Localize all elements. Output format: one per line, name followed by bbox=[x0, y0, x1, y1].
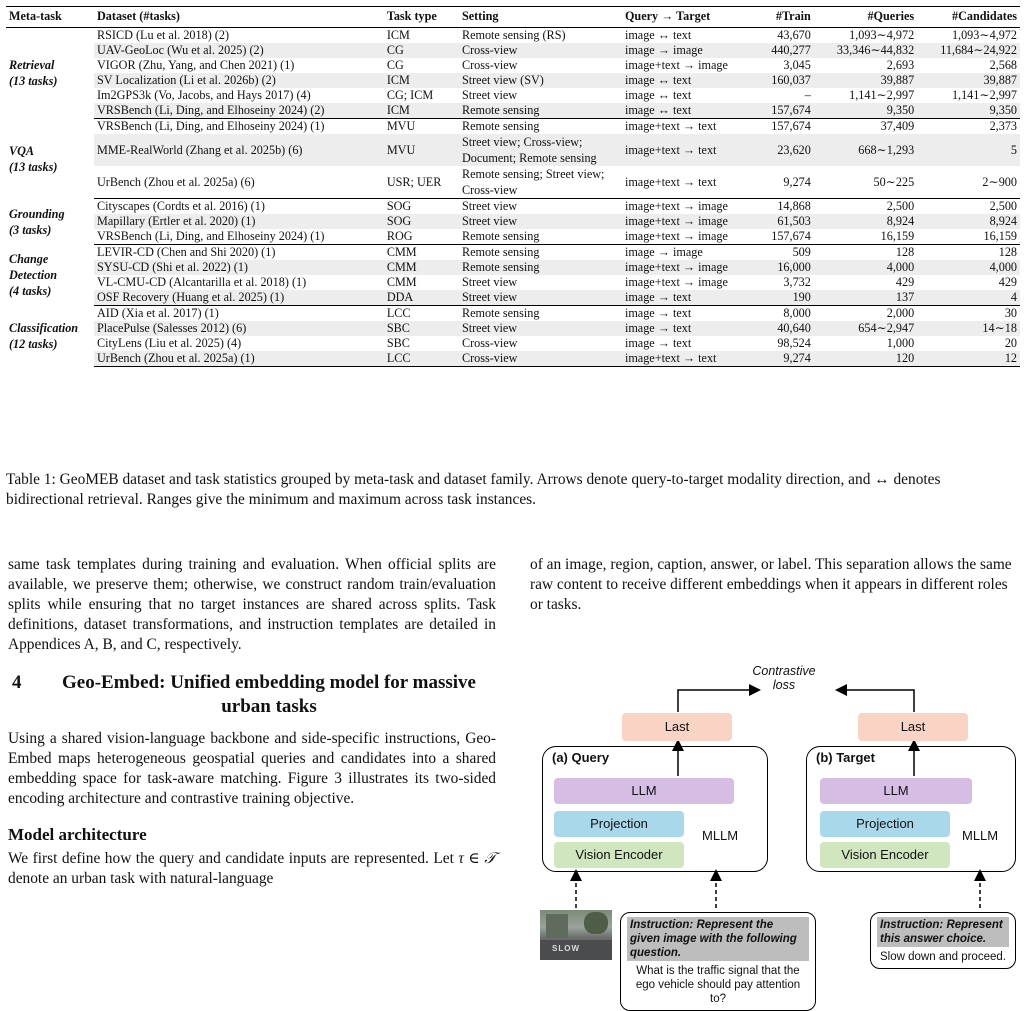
meta-task-cell bbox=[6, 119, 94, 199]
query-target-cell: image+text → text bbox=[622, 351, 757, 367]
candidates-cell: 20 bbox=[917, 336, 1020, 351]
meta-task-count: (13 tasks) bbox=[9, 74, 58, 89]
query-target-cell: image → image bbox=[622, 43, 757, 58]
train-cell: 14,868 bbox=[757, 199, 814, 215]
train-cell: 157,674 bbox=[757, 229, 814, 245]
table-row bbox=[6, 336, 1020, 351]
train-cell: 3,045 bbox=[757, 58, 814, 73]
meta-task-name: Grounding bbox=[9, 206, 65, 221]
query-target-cell: image ↔ text bbox=[622, 28, 757, 44]
queries-cell: 429 bbox=[814, 275, 917, 290]
train-cell: 157,674 bbox=[757, 103, 814, 119]
meta-task-name: VQA bbox=[9, 143, 35, 158]
query-target-cell: image ↔ text bbox=[622, 103, 757, 119]
table-row bbox=[6, 43, 1020, 58]
task-type-cell: ICM bbox=[384, 73, 459, 88]
setting-cell: Street view bbox=[459, 214, 622, 229]
section-heading bbox=[8, 671, 496, 719]
candidates-cell: 1,093∼4,972 bbox=[917, 28, 1020, 44]
query-target-cell: image ↔ text bbox=[622, 88, 757, 103]
dataset-cell: Im2GPS3k (Vo, Jacobs, and Hays 2017) (4) bbox=[94, 88, 384, 103]
candidates-cell: 16,159 bbox=[917, 229, 1020, 245]
table-row bbox=[6, 245, 1020, 261]
train-cell: 9,274 bbox=[757, 351, 814, 367]
meta-task-cell bbox=[6, 306, 94, 367]
dataset-cell: VRSBench (Li, Ding, and Elhoseiny 2024) (1) bbox=[94, 119, 384, 135]
setting-cell: Remote sensing bbox=[459, 119, 622, 135]
table-row bbox=[6, 229, 1020, 245]
query-box-label: (a) Query bbox=[552, 750, 610, 765]
query-instruction-text: Instruction: Represent the given image with the following question. bbox=[627, 917, 809, 961]
query-mllm-label: MLLM bbox=[702, 828, 739, 843]
task-type-cell: SOG bbox=[384, 199, 459, 215]
queries-cell: 9,350 bbox=[814, 103, 917, 119]
queries-cell: 33,346∼44,832 bbox=[814, 43, 917, 58]
dataset-cell: AID (Xia et al. 2017) (1) bbox=[94, 306, 384, 322]
query-target-cell: image+text → image bbox=[622, 199, 757, 215]
header-query-target: Query → Target bbox=[622, 7, 757, 28]
candidates-cell: 30 bbox=[917, 306, 1020, 322]
table-row bbox=[6, 119, 1020, 135]
candidates-cell: 2∼900 bbox=[917, 166, 1020, 199]
train-cell: 3,732 bbox=[757, 275, 814, 290]
query-target-cell: image → text bbox=[622, 321, 757, 336]
table-row bbox=[6, 214, 1020, 229]
target-last-block: Last bbox=[858, 713, 968, 741]
target-llm-block: LLM bbox=[820, 778, 972, 804]
query-target-cell: image → text bbox=[622, 306, 757, 322]
table-row bbox=[6, 134, 1020, 166]
target-instruction-text: Instruction: Represent this answer choice. bbox=[877, 917, 1009, 947]
statistics-table bbox=[6, 6, 1020, 367]
setting-cell: Street view bbox=[459, 275, 622, 290]
target-loss-arrow bbox=[838, 690, 914, 712]
query-projection-block: Projection bbox=[554, 811, 684, 837]
candidates-cell: 39,887 bbox=[917, 73, 1020, 88]
task-type-cell: ICM bbox=[384, 28, 459, 44]
header-meta-task: Meta-task bbox=[6, 7, 94, 28]
target-projection-block: Projection bbox=[820, 811, 950, 837]
train-cell: 190 bbox=[757, 290, 814, 306]
image-building bbox=[546, 914, 568, 938]
setting-cell: Remote sensing bbox=[459, 229, 622, 245]
query-target-cell: image+text → image bbox=[622, 58, 757, 73]
candidates-cell: 9,350 bbox=[917, 103, 1020, 119]
meta-task-cell bbox=[6, 245, 94, 306]
target-box-label: (b) Target bbox=[816, 750, 875, 765]
train-cell: 98,524 bbox=[757, 336, 814, 351]
query-last-block: Last bbox=[622, 713, 732, 741]
meta-task-cell bbox=[6, 199, 94, 245]
train-cell: 9,274 bbox=[757, 166, 814, 199]
task-type-cell: CG bbox=[384, 43, 459, 58]
road-marking-text: SLOW bbox=[552, 944, 580, 953]
table-row bbox=[6, 260, 1020, 275]
query-llm-block: LLM bbox=[554, 778, 734, 804]
candidates-cell: 4 bbox=[917, 290, 1020, 306]
target-mllm-label: MLLM bbox=[962, 828, 999, 843]
dataset-cell: PlacePulse (Salesses 2012) (6) bbox=[94, 321, 384, 336]
target-instruction-box bbox=[870, 912, 1016, 969]
text-run: denote an urban task with natural-language bbox=[8, 870, 274, 887]
candidates-cell: 11,684∼24,922 bbox=[917, 43, 1020, 58]
setting-cell: Street view; Cross-view; Document; Remote sensing bbox=[459, 134, 622, 166]
queries-cell: 50∼225 bbox=[814, 166, 917, 199]
candidates-cell: 2,500 bbox=[917, 199, 1020, 215]
header-queries: #Queries bbox=[814, 7, 917, 28]
table-row bbox=[6, 58, 1020, 73]
queries-cell: 1,000 bbox=[814, 336, 917, 351]
query-question-text: What is the traffic signal that the ego vehicle should pay attention to? bbox=[635, 965, 801, 1005]
setting-cell: Remote sensing bbox=[459, 306, 622, 322]
text-run: We first define how the query and candidate inputs are represented. Let bbox=[8, 850, 459, 867]
task-type-cell: CMM bbox=[384, 245, 459, 261]
table-row bbox=[6, 321, 1020, 336]
train-cell: 157,674 bbox=[757, 119, 814, 135]
body-paragraph: same task templates during training and evaluation. When official splits are available, we preserve them; otherwise, we construct random train/evaluation splits while ensuring that no target instances are shared across splits. Task definitions, dataset transformations, and instruction templates are detailed in Appendices A, B, and C, respectively. bbox=[8, 556, 496, 653]
queries-cell: 1,141∼2,997 bbox=[814, 88, 917, 103]
candidates-cell: 5 bbox=[917, 134, 1020, 166]
setting-cell: Remote sensing bbox=[459, 245, 622, 261]
meta-task-count: (13 tasks) bbox=[9, 159, 58, 174]
candidates-cell: 2,373 bbox=[917, 119, 1020, 135]
setting-cell: Cross-view bbox=[459, 58, 622, 73]
query-vision-encoder-block: Vision Encoder bbox=[554, 842, 684, 868]
dataset-cell: UrBench (Zhou et al. 2025a) (1) bbox=[94, 351, 384, 367]
header-train: #Train bbox=[757, 7, 814, 28]
queries-cell: 8,924 bbox=[814, 214, 917, 229]
train-cell: 23,620 bbox=[757, 134, 814, 166]
section-number: 4 bbox=[12, 672, 22, 693]
candidates-cell: 429 bbox=[917, 275, 1020, 290]
query-target-cell: image+text → image bbox=[622, 214, 757, 229]
task-type-cell: LCC bbox=[384, 351, 459, 367]
candidates-cell: 4,000 bbox=[917, 260, 1020, 275]
queries-cell: 120 bbox=[814, 351, 917, 367]
setting-cell: Street view (SV) bbox=[459, 73, 622, 88]
query-target-cell: image+text → text bbox=[622, 119, 757, 135]
dataset-cell: Cityscapes (Cordts et al. 2016) (1) bbox=[94, 199, 384, 215]
task-type-cell: CG; ICM bbox=[384, 88, 459, 103]
subsection-heading: Model architecture bbox=[8, 825, 147, 844]
table-row bbox=[6, 166, 1020, 199]
dataset-cell: OSF Recovery (Huang et al. 2025) (1) bbox=[94, 290, 384, 306]
contrastive-loss-label: Contrastive loss bbox=[752, 664, 816, 692]
train-cell: 160,037 bbox=[757, 73, 814, 88]
setting-cell: Street view bbox=[459, 290, 622, 306]
dataset-cell: VL-CMU-CD (Alcantarilla et al. 2018) (1) bbox=[94, 275, 384, 290]
setting-cell: Street view bbox=[459, 321, 622, 336]
query-target-cell: image → text bbox=[622, 336, 757, 351]
body-paragraph: of an image, region, caption, answer, or label. This separation allows the same raw content to receive different embeddings when it appears in different roles or tasks. bbox=[530, 556, 1012, 613]
header-candidates: #Candidates bbox=[917, 7, 1020, 28]
queries-cell: 668∼1,293 bbox=[814, 134, 917, 166]
queries-cell: 2,000 bbox=[814, 306, 917, 322]
query-target-cell: image+text → text bbox=[622, 166, 757, 199]
table-row bbox=[6, 290, 1020, 306]
task-type-cell: CMM bbox=[384, 260, 459, 275]
query-target-cell: image+text → image bbox=[622, 275, 757, 290]
queries-cell: 16,159 bbox=[814, 229, 917, 245]
train-cell: 43,670 bbox=[757, 28, 814, 44]
table-header-row bbox=[6, 7, 1020, 28]
target-answer-text: Slow down and proceed. bbox=[880, 951, 1006, 963]
task-type-cell: CG bbox=[384, 58, 459, 73]
dataset-cell: VRSBench (Li, Ding, and Elhoseiny 2024) (1) bbox=[94, 229, 384, 245]
image-tree bbox=[584, 912, 608, 934]
train-cell: 61,503 bbox=[757, 214, 814, 229]
task-type-cell: SOG bbox=[384, 214, 459, 229]
query-target-cell: image ↔ text bbox=[622, 73, 757, 88]
queries-cell: 39,887 bbox=[814, 73, 917, 88]
setting-cell: Cross-view bbox=[459, 43, 622, 58]
setting-cell: Cross-view bbox=[459, 336, 622, 351]
table-row bbox=[6, 275, 1020, 290]
meta-task-count: (12 tasks) bbox=[9, 337, 58, 351]
query-target-cell: image → text bbox=[622, 290, 757, 306]
header-dataset: Dataset (#tasks) bbox=[94, 7, 384, 28]
table-row bbox=[6, 306, 1020, 322]
table-row bbox=[6, 199, 1020, 215]
task-type-cell: MVU bbox=[384, 119, 459, 135]
architecture-figure bbox=[530, 618, 1020, 1005]
table-group bbox=[6, 306, 1020, 367]
candidates-cell: 1,141∼2,997 bbox=[917, 88, 1020, 103]
street-view-image bbox=[540, 910, 612, 960]
candidates-cell: 128 bbox=[917, 245, 1020, 261]
right-column bbox=[530, 555, 1018, 615]
candidates-cell: 8,924 bbox=[917, 214, 1020, 229]
queries-cell: 2,500 bbox=[814, 199, 917, 215]
train-cell: 8,000 bbox=[757, 306, 814, 322]
task-type-cell: USR; UER bbox=[384, 166, 459, 199]
dataset-cell: VIGOR (Zhu, Yang, and Chen 2021) (1) bbox=[94, 58, 384, 73]
meta-task-name: Retrieval bbox=[9, 58, 55, 73]
meta-task-count: (4 tasks) bbox=[9, 284, 52, 298]
table-group bbox=[6, 199, 1020, 245]
table-row bbox=[6, 28, 1020, 44]
task-type-cell: ROG bbox=[384, 229, 459, 245]
train-cell: 440,277 bbox=[757, 43, 814, 58]
table-group bbox=[6, 28, 1020, 119]
task-type-cell: SBC bbox=[384, 336, 459, 351]
dataset-cell: SYSU-CD (Shi et al. 2022) (1) bbox=[94, 260, 384, 275]
train-cell: 16,000 bbox=[757, 260, 814, 275]
setting-cell: Remote sensing bbox=[459, 103, 622, 119]
meta-task-name: Change Detection bbox=[9, 252, 58, 282]
table-row bbox=[6, 88, 1020, 103]
setting-cell: Cross-view bbox=[459, 351, 622, 367]
table-row bbox=[6, 351, 1020, 367]
task-type-cell: SBC bbox=[384, 321, 459, 336]
queries-cell: 1,093∼4,972 bbox=[814, 28, 917, 44]
query-target-cell: image → image bbox=[622, 245, 757, 261]
header-setting: Setting bbox=[459, 7, 622, 28]
section-title: Geo-Embed: Unified embedding model for massive urban tasks bbox=[62, 672, 476, 717]
dataset-cell: UAV-GeoLoc (Wu et al. 2025) (2) bbox=[94, 43, 384, 58]
queries-cell: 37,409 bbox=[814, 119, 917, 135]
dataset-cell: VRSBench (Li, Ding, and Elhoseiny 2024) (2) bbox=[94, 103, 384, 119]
query-loss-arrow bbox=[678, 690, 758, 712]
table-group bbox=[6, 119, 1020, 199]
table-row bbox=[6, 103, 1020, 119]
dataset-cell: UrBench (Zhou et al. 2025a) (6) bbox=[94, 166, 384, 199]
queries-cell: 654∼2,947 bbox=[814, 321, 917, 336]
queries-cell: 137 bbox=[814, 290, 917, 306]
target-vision-encoder-block: Vision Encoder bbox=[820, 842, 950, 868]
dataset-cell: CityLens (Liu et al. 2025) (4) bbox=[94, 336, 384, 351]
table-group bbox=[6, 245, 1020, 306]
left-column bbox=[8, 555, 496, 889]
meta-task-count: (3 tasks) bbox=[9, 222, 52, 237]
setting-cell: Remote sensing bbox=[459, 260, 622, 275]
body-paragraph: Using a shared vision-language backbone and side-specific instructions, Geo-Embed maps heterogeneous geospatial queries and candidates into a shared embedding space for task-aware matching. Figure 3 illustrates its two-sided encoding architecture and contrastive training objective. bbox=[8, 730, 496, 807]
meta-task-name: Classification bbox=[9, 321, 79, 335]
body-paragraph bbox=[8, 849, 496, 889]
math-expression: τ ∈ 𝒯 bbox=[458, 850, 496, 867]
dataset-cell: LEVIR-CD (Chen and Shi 2020) (1) bbox=[94, 245, 384, 261]
train-cell: 40,640 bbox=[757, 321, 814, 336]
table-caption: Table 1: GeoMEB dataset and task statistics grouped by meta-task and dataset family. Arrows denote query-to-target modality direction, and ↔ denotes bidirectional retrieval. Ranges give the minimum and maximum across task instances. bbox=[6, 471, 941, 508]
statistics-table-wrapper bbox=[6, 6, 1020, 367]
train-cell: 509 bbox=[757, 245, 814, 261]
meta-task-cell bbox=[6, 28, 94, 119]
candidates-cell: 14∼18 bbox=[917, 321, 1020, 336]
candidates-cell: 2,568 bbox=[917, 58, 1020, 73]
dataset-cell: MME-RealWorld (Zhang et al. 2025b) (6) bbox=[94, 134, 384, 166]
task-type-cell: ICM bbox=[384, 103, 459, 119]
queries-cell: 4,000 bbox=[814, 260, 917, 275]
setting-cell: Street view bbox=[459, 88, 622, 103]
header-task-type: Task type bbox=[384, 7, 459, 28]
setting-cell: Remote sensing; Street view; Cross-view bbox=[459, 166, 622, 199]
setting-cell: Remote sensing (RS) bbox=[459, 28, 622, 44]
query-target-cell: image+text → image bbox=[622, 229, 757, 245]
query-instruction-box bbox=[620, 912, 816, 1011]
setting-cell: Street view bbox=[459, 199, 622, 215]
task-type-cell: MVU bbox=[384, 134, 459, 166]
query-target-cell: image+text → text bbox=[622, 134, 757, 166]
queries-cell: 2,693 bbox=[814, 58, 917, 73]
task-type-cell: CMM bbox=[384, 275, 459, 290]
task-type-cell: DDA bbox=[384, 290, 459, 306]
dataset-cell: RSICD (Lu et al. 2018) (2) bbox=[94, 28, 384, 44]
table-row bbox=[6, 73, 1020, 88]
task-type-cell: LCC bbox=[384, 306, 459, 322]
dataset-cell: SV Localization (Li et al. 2026b) (2) bbox=[94, 73, 384, 88]
dataset-cell: Mapillary (Ertler et al. 2020) (1) bbox=[94, 214, 384, 229]
candidates-cell: 12 bbox=[917, 351, 1020, 367]
queries-cell: 128 bbox=[814, 245, 917, 261]
query-target-cell: image+text → image bbox=[622, 260, 757, 275]
train-cell: – bbox=[757, 88, 814, 103]
